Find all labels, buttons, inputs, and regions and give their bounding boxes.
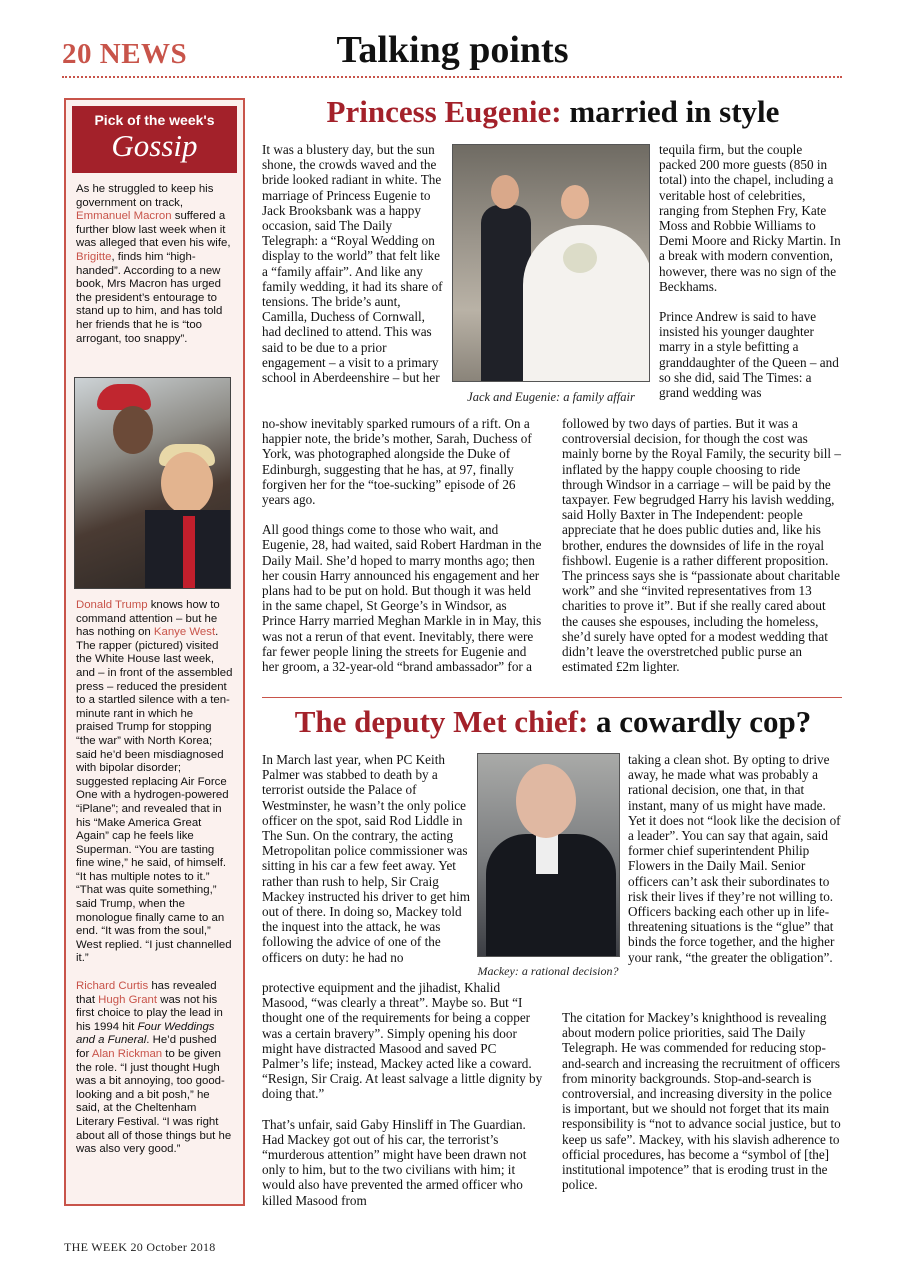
page-title: Talking points bbox=[336, 29, 569, 71]
article-text: no-show inevitably sparked rumours of a rift. On a happier note, the bride’s mother, Sarah, Duchess of York, was photographed alongside the Duke of Edinburgh, suggesting that he has, at 97, finally forgiven her for the “toe-sucking” episode of 26 years ago. All good things come to those who wait, and Eugenie, 28, had waited, said Robert Hardman in the Daily Mail. She’d hoped to marry months ago; then her cousin Harry announced his engagement and her plans had to be put on hold. But though it was held in the same chapel, St George’s in Windsor, as Prince Harry married Meghan Markle in in May, this was not a rerun of that event. Inevitably, there were far fewer people lining the streets for Eugenie and her groom, a 32-year-old “brand ambassador” for a bbox=[262, 416, 542, 675]
article-divider bbox=[262, 697, 842, 698]
name-highlight: Kanye West bbox=[153, 626, 216, 639]
name-highlight: Donald Trump bbox=[76, 599, 148, 611]
gossip-banner-subtitle: Pick of the week's bbox=[94, 112, 215, 128]
kanye-trump-photo bbox=[74, 377, 231, 589]
article-text: In March last year, when PC Keith Palmer was stabbed to death by a terrorist outside the Palace of Westminster, he wasn’t the only police officer on the spot, said Rod Liddle in The Sun. On the contrary, the acting Metropolitan police commissioner was sitting in his car a few feet away. Yet rather than rush to help, Sir Craig Mackey instructed his driver to get him out of there. In doing so, Mackey told the inquest into the attack, he was following the advice of one of the officers on duty: he had no bbox=[262, 752, 471, 965]
gossip-item-trump: Donald Trump knows how to command attention – but he has nothing on Kanye West. The rapper (pictured) visited the White House last week, and – in front of the assembled press – reduced the president to a startled silence with a ten-minute rant in which he praised Trump for stopping “the war” with North Korea; said he’d been misdiagnosed with bipolar disorder; suggested replacing Air Force One with a hydrogen-powered “iPlane”; and revealed that in his “Make America Great Again” cap he feels like Superman. “You are tasting fine wine,” he said, of himself. “It has multiple notes to it.” “That was quite something,” said Trump, when the monologue finally came to an end. “It was from the soul,” West replied. “I just channelled it.” bbox=[76, 599, 233, 965]
gossip-banner-title: Gossip bbox=[111, 128, 198, 163]
article-text: tequila firm, but the couple packed 200 more guests (850 in total) into the chapel, including a veritable host of celebrities, ranging from Stephen Fry, Kate Moss and Robbie Williams to Demi Moore and Ricky Martin. In a break with modern convention, however, there was no sign of the Beckhams. Prince Andrew is said to have insisted his younger daughter marry in a style befitting a granddaughter of the Queen – and so she did, said The Times: a grand wedding was bbox=[659, 142, 841, 401]
gossip-sidebar bbox=[64, 98, 245, 1206]
photo-caption: Mackey: a rational decision? bbox=[477, 964, 619, 978]
gossip-item-curtis: Richard Curtis has revealed that Hugh Grant was not his first choice to play the lead in his 1994 hit Four Weddings and a Funeral. He’d pushed for Alan Rickman to be given the role. “I just thought Hugh was a bit annoying, too good-looking and a bit posh,” he said, at the Cheltenham Literary Festival. “I was right about all of those things but he was also very good.” bbox=[76, 980, 232, 1156]
page-footer: THE WEEK 20 October 2018 bbox=[64, 1240, 216, 1254]
article-text: followed by two days of parties. But it was a controversial decision, for though the cost was mainly borne by the Royal Family, the security bill – inflated by the happy couple choosing to ride through Windsor in a carriage – will be paid by the taxpayer. Few begrudged Harry his lavish wedding, said Holly Baxter in The Independent: people appreciate that he does public duties and, like his brother, endures the downsides of life in the royal fishbowl. Eugenie is a rather different proposition. The princess says she is “passionate about charitable work” and she “invited representatives from 13 charities to prove it”. But if she really cared about the causes she espouses, including the homeless, she’d surely have opted for a modest wedding that didn’t leave the overstretched public purse an estimated £2m lighter. bbox=[562, 416, 841, 675]
wedding-photo bbox=[452, 144, 650, 382]
name-highlight: Brigitte bbox=[76, 250, 112, 263]
article-headline-met-chief: The deputy Met chief: a cowardly cop? bbox=[294, 704, 812, 739]
gossip-item-macron: As he struggled to keep his government on track, Emmanuel Macron suffered a further blow last week when it was alleged that even his wife, Brigitte, finds him “high-handed”. According to a new book, Mrs Macron has urged the president’s entourage to stand up to him, and has told her friends that he is “too arrogant, too snappy”. bbox=[76, 183, 231, 345]
name-highlight: Emmanuel Macron bbox=[76, 210, 172, 223]
name-highlight: Richard Curtis bbox=[76, 980, 149, 993]
article-text: It was a blustery day, but the sun shone, the crowds waved and the bride looked radiant in white. The marriage of Princess Eugenie to Jack Brooksbank was a happy occasion, said The Daily Telegraph: a “Royal Wedding on display to the world” that felt like a “family affair”. And like any family wedding, it had its share of tensions. The bride’s aunt, Camilla, Duchess of Cornwall, had declined to attend. This was said to be due to a prior engagement – a visit to a primary school in Aberdeenshire – but her bbox=[262, 142, 443, 386]
name-highlight: Alan Rickman bbox=[91, 1048, 163, 1060]
gossip-banner bbox=[72, 106, 237, 173]
article-text: The citation for Mackey’s knighthood is revealing about modern police priorities, said The Daily Telegraph. He was commended for reducing stop-and-search and increasing the recruitment of officers from minority backgrounds. Stop-and-search is controversial, and increasing diversity in the police is important, but we should not forget that its main responsibility is “not to advance social justice, but to keep us safe”. Mackey, with his slavish adherence to official procedures, has become a “symbol of [the] institutional impotence” that is eroding trust in the police. bbox=[562, 1010, 841, 1193]
name-highlight: Hugh Grant bbox=[98, 993, 158, 1006]
article-text: taking a clean shot. By opting to drive away, he made what was probably a rational decision, one that, in that instant, many of us might have made. Yet it does not “look like the decision of a leader”. You can say that again, said former chief superintendent Philip Flowers in the Daily Mail. Senior officers can’t ask their subordinates to risk their lives if they’re not willing to. Officers backing each other up in life-threatening situations is the “glue” that binds the force together, and the higher your rank, “the greater the obligation”. bbox=[628, 752, 841, 965]
header-divider bbox=[62, 76, 842, 78]
article-headline-eugenie: Princess Eugenie: married in style bbox=[326, 94, 780, 129]
page-number: 20 NEWS bbox=[62, 38, 188, 70]
mackey-photo bbox=[477, 753, 620, 957]
article-text: protective equipment and the jihadist, Khalid Masood, “was clearly a threat”. Maybe so. But “I thought one of the requirements for being a copper was a certain bravery”. Simply opening his door might have distracted Masood and saved PC Palmer’s life; instead, Mackey acted like a coward. “Resign, Sir Craig. At least salvage a little dignity by doing that.” That’s unfair, said Gaby Hinsliff in The Guardian. Had Mackey got out of his car, the terrorist’s “murderous attention” might have been drawn not only to him, but to the two civilians with him; it would also have prevented the armed officer who killed Masood from bbox=[262, 980, 543, 1208]
photo-caption: Jack and Eugenie: a family affair bbox=[467, 390, 635, 404]
